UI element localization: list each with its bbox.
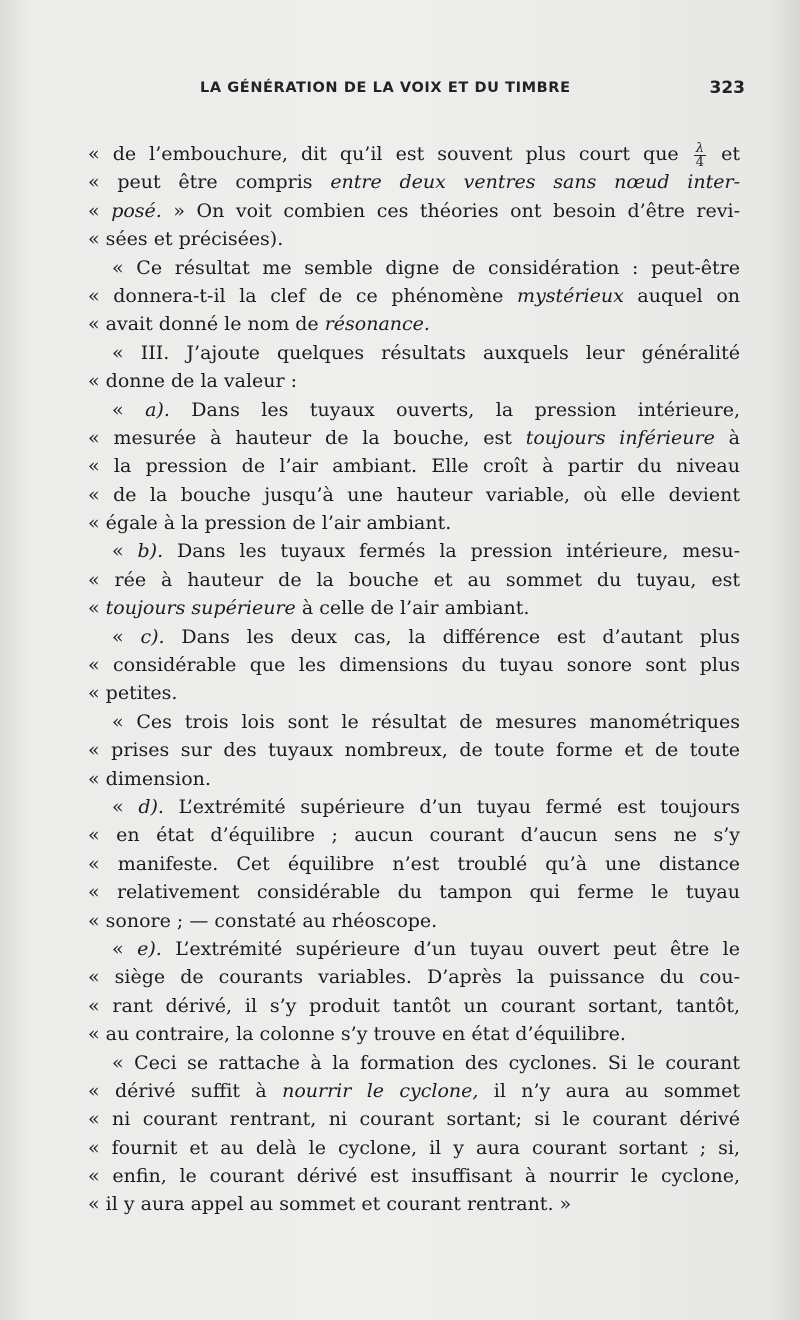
italic-text: toujours supérieure — [105, 597, 296, 620]
text-line — [88, 935, 740, 963]
text-segment: « — [112, 937, 138, 960]
text-segment: « considérable que les dimensions du tuyau sonore sont plus — [88, 654, 740, 677]
text-line — [88, 1049, 740, 1077]
text-segment: « égale à la pression de l’air ambiant. — [88, 512, 452, 535]
italic-text: a). — [145, 398, 170, 421]
text-line — [88, 708, 740, 736]
text-segment: « au contraire, la colonne s’y trouve en état d’équilibre. — [88, 1023, 626, 1046]
text-line — [88, 793, 740, 821]
text-segment: il n’y aura au sommet — [478, 1079, 740, 1102]
text-segment: « — [112, 625, 141, 648]
italic-text: e). — [137, 937, 162, 960]
text-segment: « — [88, 199, 112, 222]
italic-text: b). — [137, 540, 164, 563]
text-segment: « ni courant rentrant, ni courant sortant; si le courant dérivé — [88, 1108, 740, 1131]
text-segment: « donne de la valeur : — [88, 370, 298, 393]
text-line — [88, 367, 740, 395]
text-line — [88, 623, 740, 651]
text-segment: L’extrémité supérieure d’un tuyau ouvert peut être le — [161, 937, 740, 960]
text-segment: « donnera-t-il la clef de ce phénomène — [88, 284, 518, 307]
text-segment: « sées et précisées). — [88, 228, 284, 251]
text-line — [88, 1134, 740, 1162]
text-segment: et — [708, 143, 741, 165]
text-segment: « Ces trois lois sont le résultat de mesures manométriques — [112, 710, 740, 733]
text-segment: « siège de courants variables. D’après la puissance du cou- — [88, 966, 740, 989]
text-line — [88, 963, 740, 991]
text-segment: « avait donné le nom de — [88, 313, 325, 336]
text-segment: « la pression de l’air ambiant. Elle croît à partir du niveau — [88, 455, 740, 478]
text-line — [88, 339, 740, 367]
text-segment: « manifeste. Cet équilibre n’est troublé qu’à une distance — [88, 852, 740, 875]
text-segment: « enfin, le courant dérivé est insuffisant à nourrir le cyclone, — [88, 1165, 740, 1188]
page-number: 323 — [709, 78, 745, 98]
text-segment: « prises sur des tuyaux nombreux, de toute forme et de toute — [88, 739, 740, 762]
italic-text: toujours inférieure — [525, 426, 715, 449]
text-segment: « petites. — [88, 682, 178, 705]
text-segment: Dans les deux cas, la différence est d’autant plus — [164, 625, 740, 648]
text-line — [88, 424, 740, 452]
text-line — [88, 1077, 740, 1105]
text-line — [88, 481, 740, 509]
text-segment: « III. J’ajoute quelques résultats auxquels leur généralité — [112, 341, 740, 364]
italic-text: posé. — [111, 199, 162, 222]
body-text — [88, 140, 740, 1219]
text-segment: « dérivé suffit à — [88, 1079, 283, 1102]
text-line — [88, 765, 740, 793]
text-line — [88, 679, 740, 707]
text-line — [88, 225, 740, 253]
text-line — [88, 254, 740, 282]
text-line — [88, 1020, 740, 1048]
text-line — [88, 992, 740, 1020]
text-line — [88, 850, 740, 878]
italic-text: d). — [138, 795, 164, 818]
text-line — [88, 651, 740, 679]
running-title: LA GÉNÉRATION DE LA VOIX ET DU TIMBRE — [200, 80, 571, 96]
text-line — [88, 168, 740, 196]
text-segment: « relativement considérable du tampon qui ferme le tuyau — [88, 881, 740, 904]
italic-text: mystérieux — [517, 284, 624, 307]
text-line — [88, 140, 740, 168]
text-segment: « de la bouche jusqu’à une hauteur variable, où elle devient — [88, 483, 740, 506]
text-segment: « Ceci se rattache à la formation des cyclones. Si le courant — [112, 1051, 740, 1074]
text-segment: « — [112, 398, 146, 421]
text-line — [88, 197, 740, 225]
text-line — [88, 452, 740, 480]
text-line — [88, 878, 740, 906]
text-line — [88, 282, 740, 310]
fraction-numerator: λ — [694, 142, 706, 156]
text-segment: « en état d’équilibre ; aucun courant d’aucun sens ne s’y — [88, 824, 740, 847]
fraction — [694, 142, 706, 169]
italic-text: nourrir le cyclone, — [282, 1079, 479, 1102]
text-segment: Dans les tuyaux fermés la pression intérieure, mesu- — [163, 540, 740, 563]
italic-text: entre deux ventres sans nœud inter- — [330, 171, 740, 194]
text-line — [88, 1190, 740, 1218]
text-segment: « il y aura appel au sommet et courant rentrant. » — [88, 1193, 572, 1216]
text-segment: « — [112, 795, 139, 818]
text-segment: Dans les tuyaux ouverts, la pression intérieure, — [169, 398, 740, 421]
text-line — [88, 1162, 740, 1190]
text-segment: auquel on — [623, 284, 740, 307]
text-segment: « — [112, 540, 138, 563]
text-line — [88, 310, 740, 338]
text-segment: « fournit et au delà le cyclone, il y aura courant sortant ; si, — [88, 1136, 740, 1159]
text-line — [88, 396, 740, 424]
text-segment: « rée à hauteur de la bouche et au sommet du tuyau, est — [88, 568, 740, 591]
text-segment: « peut être compris — [88, 171, 331, 194]
text-segment: à celle de l’air ambiant. — [295, 597, 530, 620]
text-segment: » On voit combien ces théories ont besoin d’être revi- — [161, 199, 740, 222]
text-segment: « sonore ; — constaté au rhéoscope. — [88, 909, 438, 932]
text-segment: « rant dérivé, il s’y produit tantôt un courant sortant, tantôt, — [88, 994, 740, 1017]
text-line — [88, 566, 740, 594]
italic-text: résonance. — [324, 313, 430, 336]
text-line — [88, 821, 740, 849]
text-segment: « — [88, 597, 106, 620]
text-segment: L’extrémité supérieure d’un tuyau fermé est toujours — [163, 795, 740, 818]
text-line — [88, 907, 740, 935]
text-segment: « de l’embouchure, dit qu’il est souvent plus court que — [88, 143, 692, 165]
text-segment: « Ce résultat me semble digne de considération : peut-être — [112, 256, 740, 279]
text-segment: « dimension. — [88, 767, 211, 790]
text-line — [88, 509, 740, 537]
fraction-denominator: 4 — [695, 154, 705, 170]
text-line — [88, 1105, 740, 1133]
text-segment: « mesurée à hauteur de la bouche, est — [88, 426, 526, 449]
text-line — [88, 594, 740, 622]
text-line — [88, 736, 740, 764]
text-line — [88, 537, 740, 565]
text-segment: à — [714, 426, 741, 449]
page-header — [200, 78, 745, 106]
italic-text: c). — [140, 625, 165, 648]
